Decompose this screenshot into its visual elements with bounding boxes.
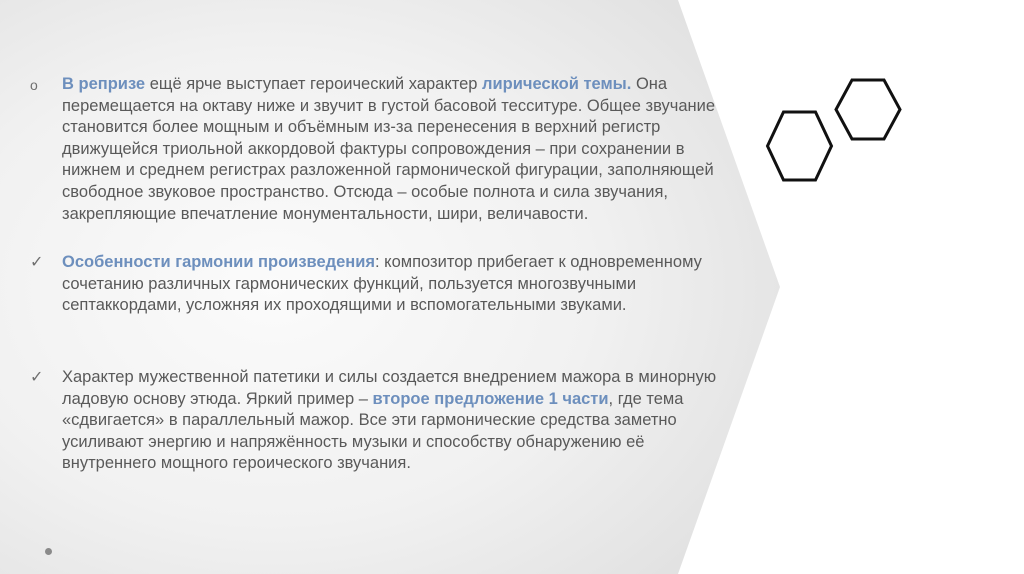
accent-text: Особенности гармонии произведения (62, 253, 376, 272)
accent-text: В репризе (62, 75, 146, 93)
paragraph-reprise (30, 74, 720, 225)
paragraph-character (30, 367, 720, 475)
hexagon-outline-icon (836, 80, 900, 139)
checkmark-icon: ✓ (30, 368, 44, 386)
accent-text: лирической темы. (482, 75, 632, 93)
circle-bullet-icon: o (30, 77, 38, 93)
hexagon-outline-icon (768, 112, 832, 180)
bullet-dot-icon (45, 548, 52, 555)
paragraph-harmony (30, 252, 720, 317)
paragraph-text: Характер мужественной патетики и силы создается внедрением мажора в минорную ладовую основу этюда. Яркий пример – (62, 367, 717, 408)
paragraph-text: ещё ярче выступает героический характер (145, 75, 483, 93)
slide-text (30, 74, 720, 475)
paragraph-text: , где тема «сдвигается» в параллельный мажор. Все эти гармонические средства заметно усиливают энергию и напряжённость музыки и способству обнаружению её внутреннего мощного героического звучания. (62, 389, 684, 473)
paragraph-text: : композитор прибегает к одновременному сочетанию различных гармонических функций, пользуется многозвучными септаккордами, усложняя их проходящими и вспомогательными звуками. (62, 253, 702, 315)
hexagon-graphic (760, 70, 920, 200)
checkmark-icon: ✓ (30, 254, 44, 272)
paragraph-text: Она перемещается на октаву ниже и звучит в густой басовой тесситуре. Общее звучание становится более мощным и объёмным из-за перенесения в верхний регистр движущейся триольной аккордовой фактуры сопровождения – при сохранении в нижнем и среднем регистрах разложенной гармонической фигурации, заполняющей свободное звуковое пространство. Отсюда – особые полнота и сила звучания, закрепляющие впечатление монументальности, шири, величавости. (62, 75, 715, 223)
accent-text: второе предложение 1 части (372, 389, 609, 408)
